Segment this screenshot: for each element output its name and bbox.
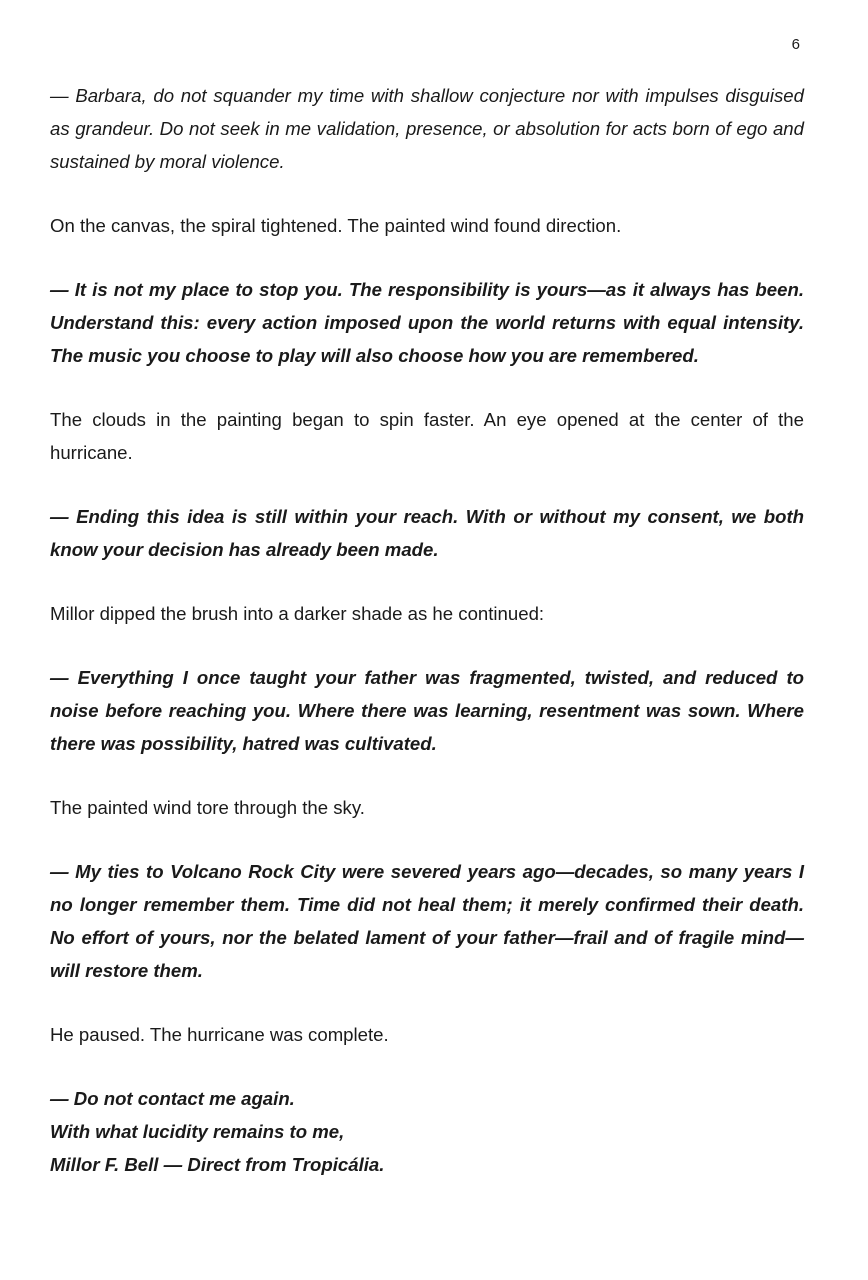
paragraph-narration: Millor dipped the brush into a darker shade as he continued: — [50, 603, 545, 624]
page-body — [50, 79, 804, 1212]
paragraph-narration: On the canvas, the spiral tightened. The painted wind found direction. — [50, 215, 622, 236]
closing-line: — Do not contact me again. — [50, 1088, 295, 1109]
paragraph-narration: The painted wind tore through the sky. — [50, 797, 365, 818]
paragraph-narration: The clouds in the painting began to spin faster. An eye opened at the center of the hurricane. — [50, 409, 804, 463]
paragraph-narration: He paused. The hurricane was complete. — [50, 1024, 389, 1045]
closing-signature — [50, 1082, 804, 1181]
paragraph-dialogue: — It is not my place to stop you. The responsibility is yours—as it always has been. Understand this: every action imposed upon the world returns with equal intensity. The music you choose to play will also choose how you are remembered. — [50, 279, 804, 366]
paragraph-dialogue: — Everything I once taught your father was fragmented, twisted, and reduced to noise before reaching you. Where there was learning, resentment was sown. Where there was possibility, hatred was cultivated. — [50, 667, 804, 754]
paragraph-dialogue: — Ending this idea is still within your reach. With or without my consent, we both know your decision has already been made. — [50, 506, 804, 560]
signature-line: Millor F. Bell — Direct from Tropicália. — [50, 1154, 385, 1175]
page-number: 6 — [791, 36, 800, 53]
paragraph-dialogue: — My ties to Volcano Rock City were severed years ago—decades, so many years I no longer remember them. Time did not heal them; it merely confirmed their death. No effort of yours, nor the belated lament of your father—frail and of fragile mind—will restore them. — [50, 861, 804, 981]
closing-line: With what lucidity remains to me, — [50, 1121, 345, 1142]
paragraph-dialogue-barbara: — Barbara, do not squander my time with shallow conjecture nor with impulses disguised as grandeur. Do not seek in me validation, presence, or absolution for acts born of ego and sustained by moral violence. — [50, 85, 804, 172]
